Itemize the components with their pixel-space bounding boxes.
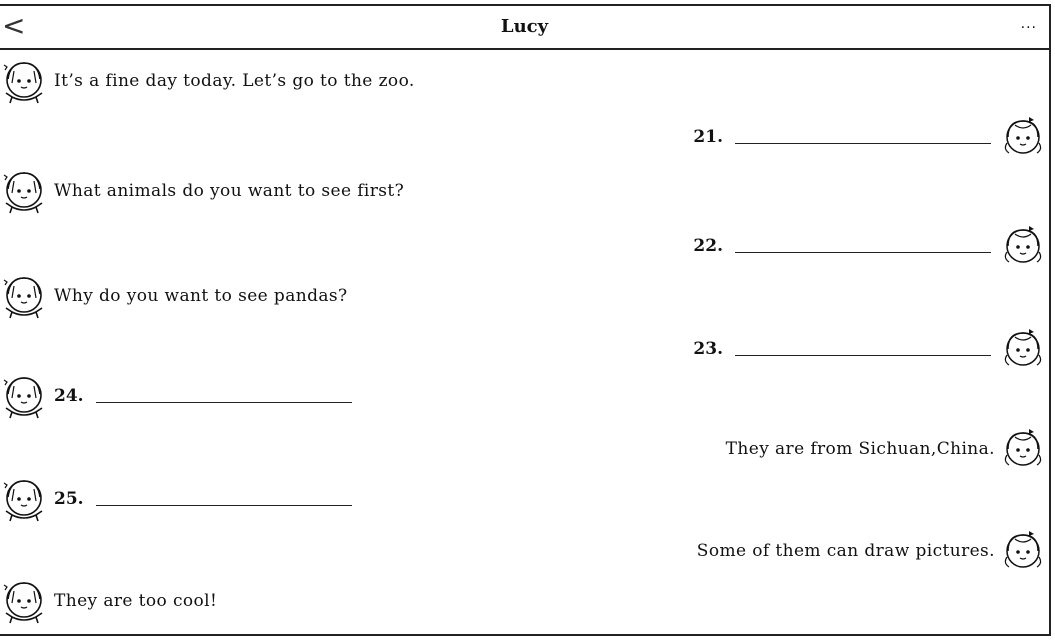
message-right-1 (726, 425, 1047, 473)
answer-blank-25[interactable] (96, 504, 352, 506)
message-text: It’s a fine day today. Let’s go to the zoo. (54, 71, 415, 91)
message-text: They are too cool! (54, 591, 218, 611)
answer-field (54, 386, 352, 406)
girl-avatar-icon (999, 425, 1047, 473)
answer-blank-23[interactable] (735, 354, 991, 356)
question-number: 22. (693, 236, 723, 256)
question-number: 25. (54, 489, 84, 509)
girl-avatar-icon (999, 113, 1047, 161)
girl-avatar-icon (999, 325, 1047, 373)
message-text: They are from Sichuan,China. (725, 439, 995, 459)
answer-field (693, 236, 991, 256)
answer-field (54, 489, 352, 509)
answer-blank-24[interactable] (96, 401, 352, 403)
message-text: What animals do you want to see first? (54, 181, 405, 201)
girl-avatar-icon (0, 372, 48, 420)
answer-blank-21[interactable] (735, 142, 991, 144)
message-left-1 (0, 57, 415, 105)
answer-field (693, 127, 991, 147)
message-right-answer-21 (693, 113, 1047, 161)
message-left-answer-24 (0, 372, 352, 420)
question-number: 21. (693, 127, 723, 147)
more-button[interactable]: ... (1020, 16, 1037, 32)
answer-field (693, 339, 991, 359)
message-left-3 (0, 272, 348, 320)
message-text: Some of them can draw pictures. (696, 541, 995, 561)
girl-avatar-icon (0, 57, 48, 105)
girl-avatar-icon (0, 577, 48, 625)
girl-avatar-icon (0, 475, 48, 523)
message-right-answer-22 (693, 222, 1047, 270)
question-number: 24. (54, 386, 84, 406)
message-text: Why do you want to see pandas? (54, 286, 348, 306)
answer-blank-22[interactable] (735, 251, 991, 253)
girl-avatar-icon (999, 222, 1047, 270)
message-left-4 (0, 577, 217, 625)
message-left-answer-25 (0, 475, 352, 523)
chat-title: Lucy (500, 16, 549, 37)
message-right-2 (697, 527, 1047, 575)
girl-avatar-icon (999, 527, 1047, 575)
question-number: 23. (693, 339, 723, 359)
chat-header (0, 6, 1049, 50)
message-right-answer-23 (693, 325, 1047, 373)
girl-avatar-icon (0, 167, 48, 215)
back-button[interactable]: < (2, 9, 26, 42)
message-left-2 (0, 167, 404, 215)
girl-avatar-icon (0, 272, 48, 320)
